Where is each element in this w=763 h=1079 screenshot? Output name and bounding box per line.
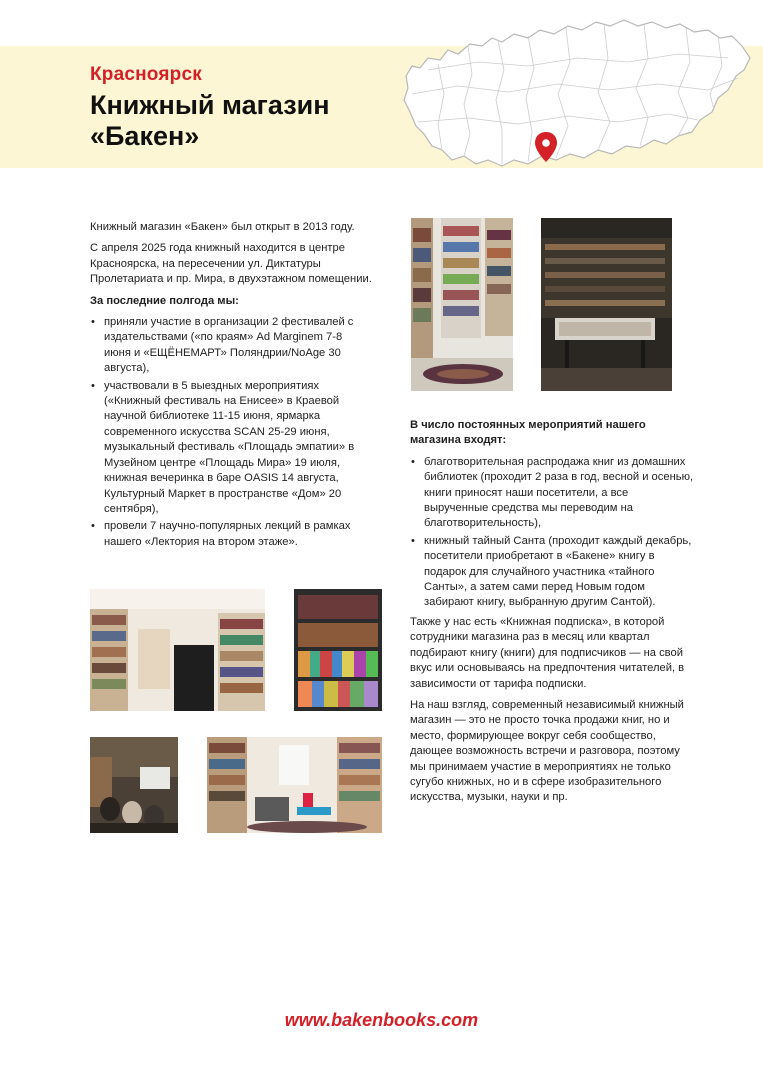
russia-map (398, 14, 758, 180)
photo-reading-corner (207, 737, 382, 833)
location-paragraph: С апреля 2025 года книжный находится в центре Красноярска, на пересечении ул. Диктатуры Пролетариата и пр. Мира, в двухэтажном помещении. (90, 242, 372, 286)
photo-dark-interior (541, 218, 672, 391)
achievements-list (90, 315, 372, 550)
title-line-2: «Бакен» (90, 121, 200, 151)
photo-colorful-shelf (294, 589, 382, 711)
page-title (90, 90, 410, 152)
city-label: Красноярск (90, 64, 202, 85)
events-list (410, 455, 694, 611)
list-item: • книжный тайный Санта (проходит каждый декабрь, посетители приобретают в «Бакене» книгу в подарок для случайного участника «тайного Санты», а затем сами перед Новым годом забирают книгу, выбранную другим Сантой). (410, 534, 694, 611)
right-column (410, 418, 694, 812)
opening-paragraph: Книжный магазин «Бакен» был открыт в 2013 году. (90, 221, 355, 233)
photo-lecture-event (90, 737, 178, 833)
subscription-paragraph: Также у нас есть «Книжная подписка», в которой сотрудники магазина раз в месяц или квартал подбирают книгу (книги) для подписчиков — на свой вкус или основываясь на предпочтения читателей, в зависимости от тарифа подписки. (410, 615, 685, 690)
half-year-heading: За последние полгода мы: (90, 294, 239, 307)
events-heading: В число постоянных мероприятий нашего магазина входят: (410, 419, 646, 447)
map-outline (404, 20, 750, 166)
title-line-1: Книжный магазин (90, 90, 330, 120)
photo-bookstore-hall (90, 589, 265, 711)
list-item: • благотворительная распродажа книг из домашних библиотек (проходит 2 раза в год, весной и осенью, книги приносят наши посетители, а все вырученные средства мы переводим на благотворительность), (410, 455, 694, 532)
list-item: • провели 7 научно-популярных лекций в рамках нашего «Лектория на втором этаже». (90, 519, 372, 550)
photo-bookstore-aisle (411, 218, 513, 391)
list-item: • приняли участие в организации 2 фестивалей с издательствами («по краям» Ad Marginem 7-8 июня и «ЕЩЁНЕМАРТ» Поляндрии/NoAge 30 августа), (90, 315, 372, 377)
left-column (90, 220, 372, 552)
list-item: • участвовали в 5 выездных мероприятиях («Книжный фестиваль на Енисее» в Краевой научной библиотеке 11-15 июня, ярмарка современного искусства SCAN 25-29 июня, музыкальный фестиваль «Площадь эмпатии» в Музейном центре «Площадь Мира» 19 июля, книжная вечеринка в баре OASIS 14 августа, Культурный Маркет в пространстве «Дом» 20 сентября), (90, 379, 372, 518)
philosophy-paragraph: На наш взгляд, современный независимый книжный магазин — это не просто точка продажи книг, но и место, формирующее вокруг себя сообщество, дающее возможность встречи и разговора, поэтому мы принимаем участие в мероприятиях не только сугубо книжных, но и в сфере изобразительного искусства, музыки, науки и пр. (410, 698, 684, 804)
website-link[interactable]: www.bakenbooks.com (284, 1010, 479, 1030)
